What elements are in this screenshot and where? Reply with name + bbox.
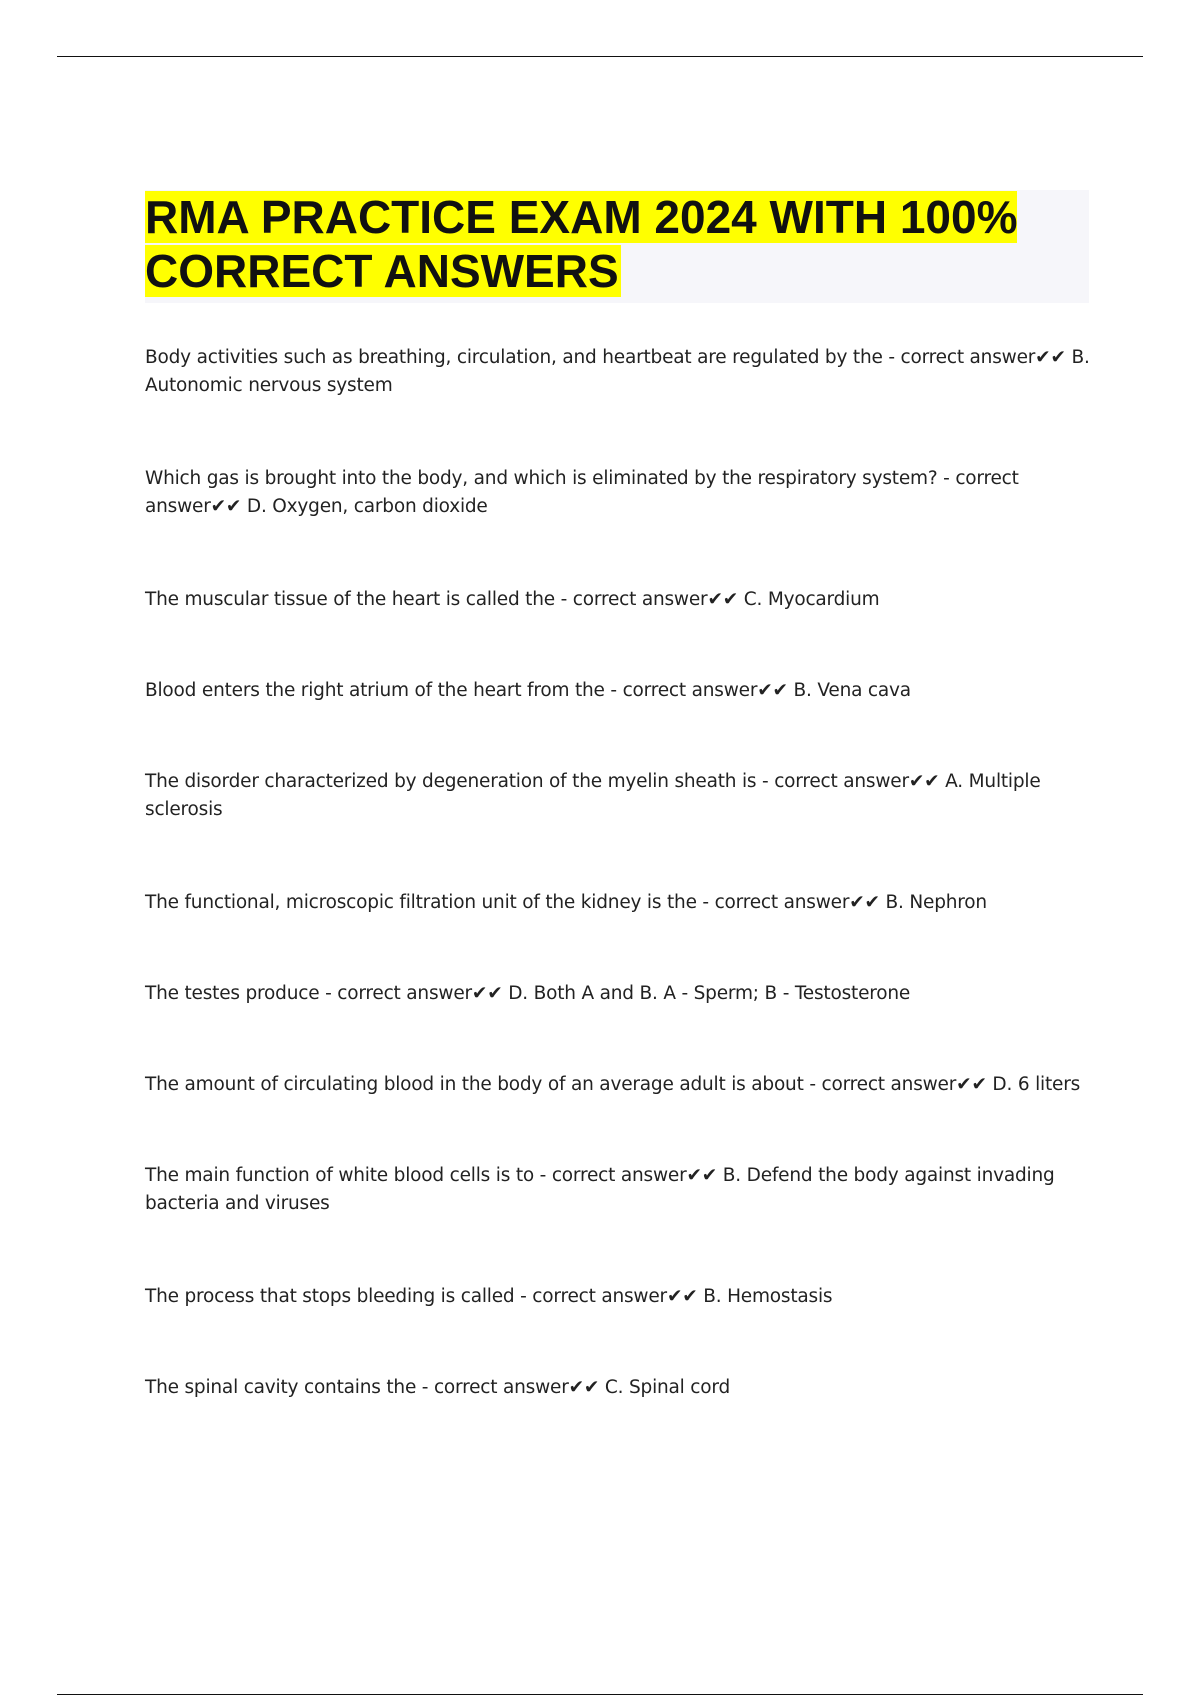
qa-item: The testes produce - correct answer✔✔ D. Both A and B. A - Sperm; B - Testosterone [145, 983, 911, 1004]
top-rule [57, 56, 1143, 57]
qa-item: Which gas is brought into the body, and which is eliminated by the respiratory system? - correct answer✔✔ D. Oxygen, carbon dioxide [145, 468, 1019, 517]
bottom-rule [57, 1694, 1143, 1695]
qa-item: Blood enters the right atrium of the heart from the - correct answer✔✔ B. Vena cava [145, 680, 911, 701]
qa-item: The amount of circulating blood in the body of an average adult is about - correct answer✔✔ D. 6 liters [145, 1074, 1081, 1095]
qa-item: Body activities such as breathing, circulation, and heartbeat are regulated by the - correct answer✔✔ B. Autonomic nervous system [145, 347, 1090, 396]
title-block [145, 190, 1089, 303]
qa-list [145, 344, 1095, 1465]
qa-item: The main function of white blood cells is to - correct answer✔✔ B. Defend the body against invading bacteria and viruses [145, 1165, 1055, 1214]
qa-item: The functional, microscopic filtration unit of the kidney is the - correct answer✔✔ B. Nephron [145, 892, 987, 913]
qa-item: The muscular tissue of the heart is called the - correct answer✔✔ C. Myocardium [145, 589, 880, 610]
qa-item: The process that stops bleeding is called - correct answer✔✔ B. Hemostasis [145, 1286, 833, 1307]
qa-item: The spinal cavity contains the - correct answer✔✔ C. Spinal cord [145, 1377, 731, 1398]
document-title [145, 190, 1089, 298]
qa-item: The disorder characterized by degeneration of the myelin sheath is - correct answer✔✔ A. Multiple sclerosis [145, 771, 1041, 820]
title-highlight: RMA PRACTICE EXAM 2024 WITH 100% CORRECT ANSWERS [145, 191, 1018, 297]
